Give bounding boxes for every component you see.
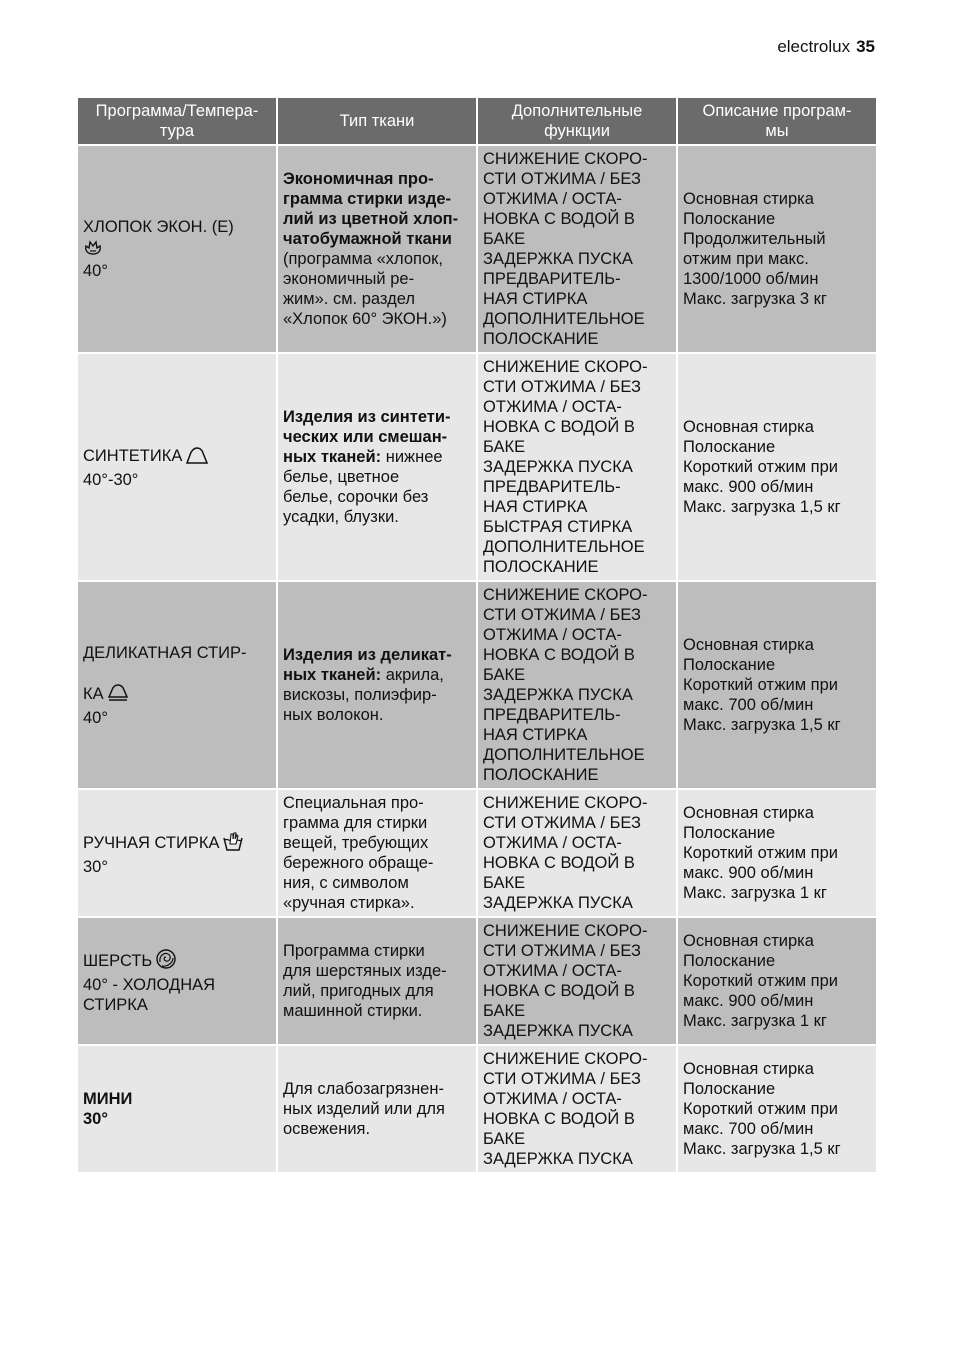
fabric-cell xyxy=(277,789,477,917)
wool-icon xyxy=(155,948,177,975)
fabric-title: Экономичная про- грамма стирки изде- лий из цветной хлоп- чатобумажной ткани xyxy=(283,170,459,248)
fabric-cell xyxy=(277,581,477,789)
description-cell: Основная стирка Полоскание Короткий отжим при макс. 900 об/мин Макс. загрузка 1 кг xyxy=(677,789,877,917)
options-cell: СНИЖЕНИЕ СКОРО- СТИ ОТЖИМА / БЕЗ ОТЖИМА / ОСТА- НОВКА С ВОДОЙ В БАКЕ ЗАДЕРЖКА ПУСКА xyxy=(477,789,677,917)
fabric-text: (программа «хлопок, экономичный ре- жим». см. раздел «Хлопок 60° ЭКОН.») xyxy=(283,250,447,328)
program-name: ШЕРСТЬ xyxy=(83,951,153,970)
fabric-text: Для слабозагрязнен- ных изделий или для освежения. xyxy=(283,1080,445,1138)
description-cell: Основная стирка Полоскание Продолжительный отжим при макс. 1300/1000 об/мин Макс. загрузка 3 кг xyxy=(677,145,877,353)
options-cell: СНИЖЕНИЕ СКОРО- СТИ ОТЖИМА / БЕЗ ОТЖИМА / ОСТА- НОВКА С ВОДОЙ В БАКЕ ЗАДЕРЖКА ПУСКА xyxy=(477,1045,677,1173)
program-cell xyxy=(77,1045,277,1173)
programs-table xyxy=(76,96,878,1174)
fabric-cell xyxy=(277,145,477,353)
delicates-icon xyxy=(107,663,129,708)
column-header-program: Программа/Темпера- тура xyxy=(77,97,277,145)
column-header-fabric: Тип ткани xyxy=(277,97,477,145)
program-name: ХЛОПОК ЭКОН. (E) xyxy=(83,218,234,236)
table-row xyxy=(77,917,877,1045)
program-temperature: 30° xyxy=(83,857,108,876)
program-temperature: 40° xyxy=(83,262,108,280)
fabric-title: Изделия из деликат- ных тканей: xyxy=(283,646,452,684)
program-temperature: 40° - ХОЛОДНАЯ СТИРКА xyxy=(83,975,216,1014)
table-row xyxy=(77,353,877,581)
program-temperature: 30° xyxy=(83,1110,108,1128)
fabric-text: Программа стирки для шерстяных изде- лий, пригодных для машинной стирки. xyxy=(283,942,447,1020)
description-cell: Основная стирка Полоскание Короткий отжим при макс. 900 об/мин Макс. загрузка 1 кг xyxy=(677,917,877,1045)
hand-wash-icon xyxy=(222,830,244,857)
column-header-options: Дополнительные функции xyxy=(477,97,677,145)
options-cell: СНИЖЕНИЕ СКОРО- СТИ ОТЖИМА / БЕЗ ОТЖИМА / ОСТА- НОВКА С ВОДОЙ В БАКЕ ЗАДЕРЖКА ПУСКА xyxy=(477,917,677,1045)
fabric-text: нижнее белье, цветное белье, сорочки без усадки, блузки. xyxy=(283,448,443,526)
program-cell xyxy=(77,145,277,353)
table-row xyxy=(77,581,877,789)
table-row xyxy=(77,1045,877,1173)
options-cell: СНИЖЕНИЕ СКОРО- СТИ ОТЖИМА / БЕЗ ОТЖИМА / ОСТА- НОВКА С ВОДОЙ В БАКЕ ЗАДЕРЖКА ПУСКА ПРЕДВАРИТЕЛЬ- НАЯ СТИРКА ДОПОЛНИТЕЛЬНОЕ ПОЛОСКАНИЕ xyxy=(477,581,677,789)
program-cell xyxy=(77,789,277,917)
description-cell: Основная стирка Полоскание Короткий отжим при макс. 700 об/мин Макс. загрузка 1,5 кг xyxy=(677,1045,877,1173)
program-temperature: 40°-30° xyxy=(83,470,139,489)
fabric-text: Специальная про- грамма для стирки вещей, требующих бережного обраще- ния, с символом «ручная стирка». xyxy=(283,794,434,912)
program-name: ДЕЛИКАТНАЯ СТИР- КА xyxy=(83,643,247,703)
synthetics-icon xyxy=(185,445,209,470)
program-temperature: 40° xyxy=(83,708,108,727)
program-cell xyxy=(77,581,277,789)
program-name: МИНИ xyxy=(83,1090,133,1108)
fabric-title: Изделия из синтети- ческих или смешан- ных тканей: xyxy=(283,408,451,466)
column-header-description: Описание програм- мы xyxy=(677,97,877,145)
table-header-row xyxy=(77,97,877,145)
fabric-cell xyxy=(277,1045,477,1173)
program-name: СИНТЕТИКА xyxy=(83,446,183,465)
page-number: 35 xyxy=(856,37,875,56)
page-header xyxy=(777,36,875,58)
fabric-text: акрила, вискозы, полиэфир- ных волокон. xyxy=(283,666,444,724)
program-name: РУЧНАЯ СТИРКА xyxy=(83,833,220,852)
description-cell: Основная стирка Полоскание Короткий отжим при макс. 900 об/мин Макс. загрузка 1,5 кг xyxy=(677,353,877,581)
table-row xyxy=(77,789,877,917)
fabric-cell xyxy=(277,353,477,581)
program-cell xyxy=(77,917,277,1045)
brand-name: electrolux xyxy=(777,37,851,56)
description-cell: Основная стирка Полоскание Короткий отжим при макс. 700 об/мин Макс. загрузка 1,5 кг xyxy=(677,581,877,789)
options-cell: СНИЖЕНИЕ СКОРО- СТИ ОТЖИМА / БЕЗ ОТЖИМА / ОСТА- НОВКА С ВОДОЙ В БАКЕ ЗАДЕРЖКА ПУСКА ПРЕДВАРИТЕЛЬ- НАЯ СТИРКА БЫСТРАЯ СТИРКА ДОПОЛНИТЕЛЬНОЕ ПОЛОСКАНИЕ xyxy=(477,353,677,581)
table-row xyxy=(77,145,877,353)
fabric-cell xyxy=(277,917,477,1045)
program-cell xyxy=(77,353,277,581)
options-cell: СНИЖЕНИЕ СКОРО- СТИ ОТЖИМА / БЕЗ ОТЖИМА / ОСТА- НОВКА С ВОДОЙ В БАКЕ ЗАДЕРЖКА ПУСКА ПРЕДВАРИТЕЛЬ- НАЯ СТИРКА ДОПОЛНИТЕЛЬНОЕ ПОЛОСКАНИЕ xyxy=(477,145,677,353)
eco-cotton-icon xyxy=(83,238,103,261)
